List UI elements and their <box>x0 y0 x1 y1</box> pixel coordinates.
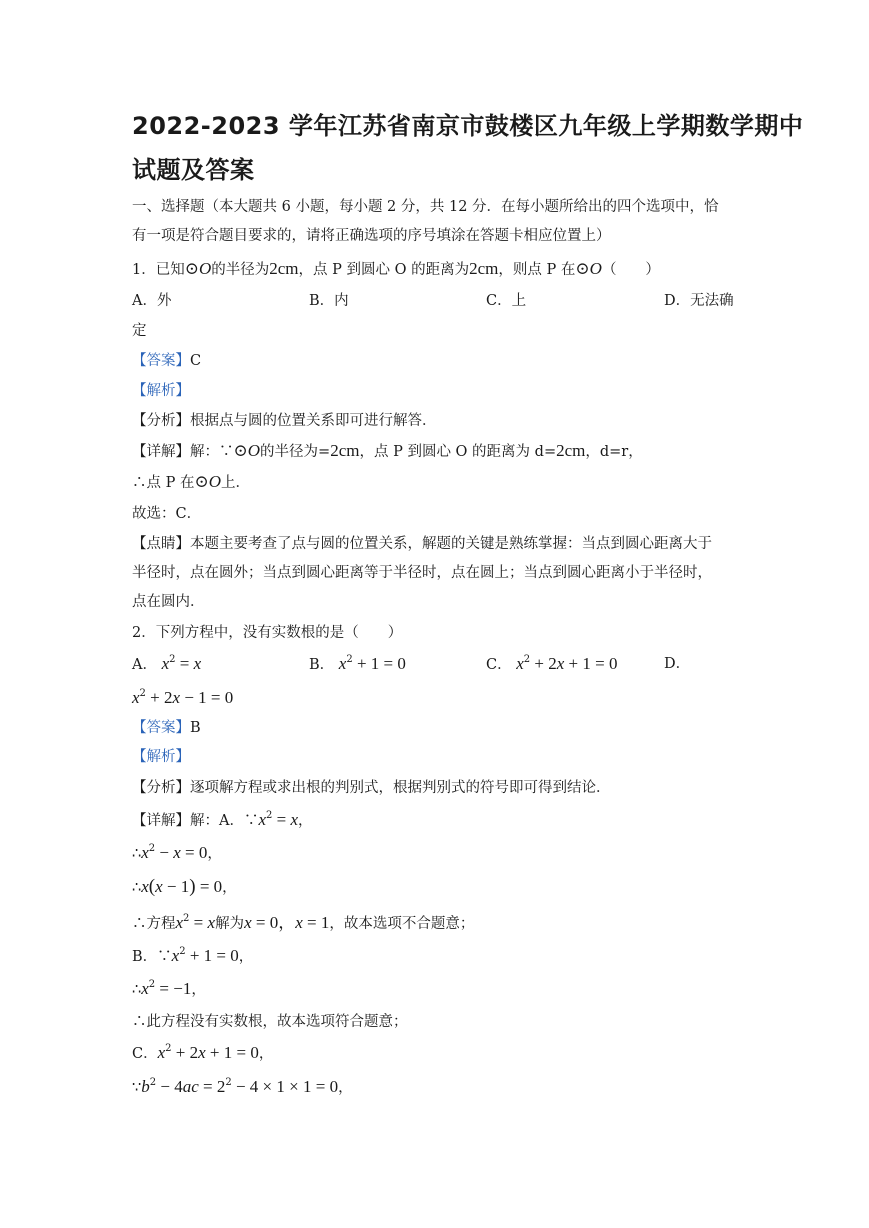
q2-option-b: B． $x^2 + 1 = 0$ <box>309 654 406 673</box>
q2-step-b0: B．$\because x^2 + 1 = 0$， <box>132 946 254 965</box>
q1-option-d: D．无法确 <box>664 293 734 309</box>
q1-dianjing: 【点睛】本题主要考查了点与圆的位置关系，解题的关键是熟练掌握：当点到圆心距离大于 <box>132 536 712 552</box>
q1-dianjing-cont: 半径时，点在圆外；当点到圆心距离等于半径时，点在圆上；当点到圆心距离小于半径时， <box>132 565 712 581</box>
q1-dianjing-cont2: 点在圆内． <box>132 594 205 610</box>
q2-step-a3: ∴方程$x^2 = x$解为x = 0，x = 1，故本选项不合题意； <box>132 913 475 932</box>
section-intro: 一、选择题（本大题共 6 小题，每小题 2 分，共 12 分．在每小题所给出的四个选项中，恰 <box>132 199 719 215</box>
q1-option-c: C．上 <box>486 293 527 309</box>
page-title-cont: 试题及答案 <box>132 156 255 184</box>
q2-step-a2: ∴x(x − 1) = 0， <box>132 876 237 897</box>
q2-option-c: C． $x^2 + 2x + 1 = 0$ <box>486 654 618 673</box>
q2-step-b1: $\therefore x^2 = -1$， <box>132 979 206 998</box>
q1-conclusion: ∴点 P 在⊙O上． <box>132 472 251 491</box>
q1-option-a: A．外 <box>132 293 172 309</box>
q2-option-a: A． $x^2 = x$ <box>132 654 202 673</box>
q2-fenxi: 【分析】逐项解方程或求出根的判别式，根据判别式的符号即可得到结论． <box>132 780 611 796</box>
q2-xiangjie: 【详解】解：A．$\because x^2 = x$， <box>132 810 313 829</box>
q1-choose: 故选：C． <box>132 506 202 522</box>
q1-stem: 1．已知⊙O的半径为2cm，点 P 到圆心 O 的距离为2cm，则点 P 在⊙O（ ） <box>132 259 660 278</box>
q2-option-d-cont: $x^2 + 2x - 1 = 0$ <box>132 688 234 707</box>
q2-option-d: D． <box>664 656 691 672</box>
page-title: 2022-2023 学年江苏省南京市鼓楼区九年级上学期数学期中 <box>132 112 804 140</box>
q1-answer: 【答案】C <box>132 353 202 369</box>
q1-xiangjie: 【详解】解：∵⊙O的半径为=2cm，点 P 到圆心 O 的距离为 d=2cm，d=r， <box>132 441 643 460</box>
q2-step-a1: $\therefore x^2 - x = 0$， <box>132 843 222 862</box>
q1-fenxi: 【分析】根据点与圆的位置关系即可进行解答． <box>132 413 437 429</box>
q2-step-c1: $\because b^2 - 4ac = 2^2 - 4 \times 1 \times 1 = 0$， <box>132 1077 353 1096</box>
q1-analysis-label: 【解析】 <box>132 383 190 399</box>
q2-stem: 2．下列方程中，没有实数根的是（ ） <box>132 625 403 641</box>
q1-option-d-cont: 定 <box>132 323 147 339</box>
q2-step-c0: C．$x^2 + 2x + 1 = 0$， <box>132 1043 274 1062</box>
q2-analysis-label: 【解析】 <box>132 749 190 765</box>
q1-option-b: B．内 <box>309 293 349 309</box>
section-intro-cont: 有一项是符合题目要求的，请将正确选项的序号填涂在答题卡相应位置上） <box>132 228 611 244</box>
q2-answer: 【答案】B <box>132 720 201 736</box>
q2-step-b2: ∴此方程没有实数根，故本选项符合题意； <box>132 1014 408 1030</box>
